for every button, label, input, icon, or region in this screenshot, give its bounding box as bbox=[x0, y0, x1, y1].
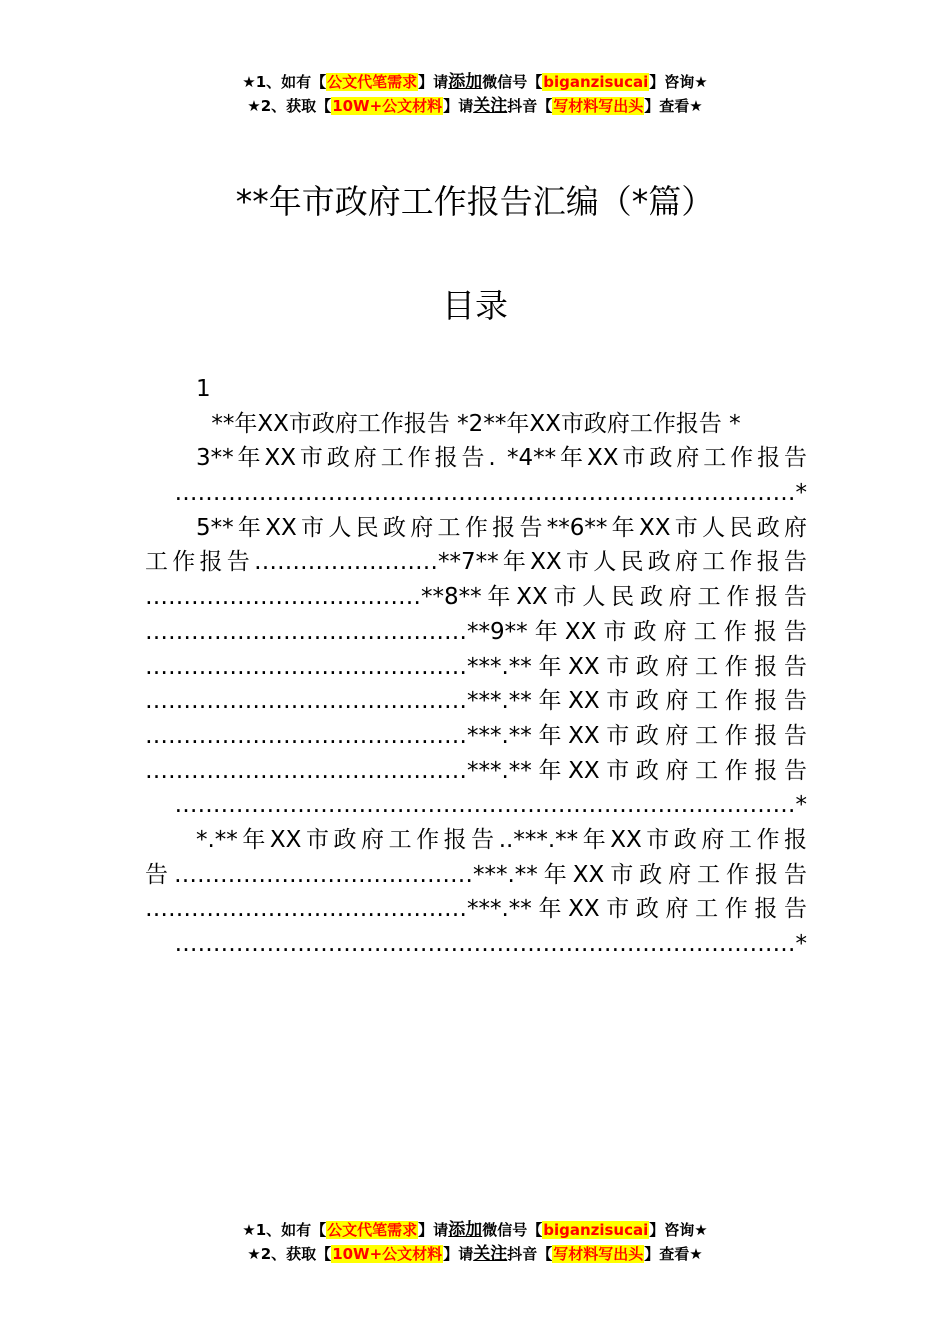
promo-highlight: 公文代笔需求 bbox=[327, 73, 418, 91]
promo-text: ★1、如有【 bbox=[242, 73, 327, 91]
promo-text: 微信号【 bbox=[482, 73, 543, 91]
promo-line-2 bbox=[0, 94, 950, 118]
douyin-account: 写材料写出头 bbox=[553, 1245, 644, 1263]
toc-line: 5**年XX市人民政府工作报告**6**年XX市人民政府 bbox=[196, 514, 807, 541]
promo-emphasis: 关注 bbox=[473, 1244, 508, 1264]
promo-banner-top bbox=[0, 70, 950, 118]
promo-line-2 bbox=[0, 1242, 950, 1266]
douyin-account: 写材料写出头 bbox=[553, 97, 644, 115]
toc-line: ………………………………**8**年XX市人民政府工作报告 bbox=[145, 584, 807, 611]
promo-text: ★2、获取【 bbox=[247, 97, 332, 115]
toc-line: **年XX市政府工作报告 *2**年XX市政府工作报告 * bbox=[211, 410, 741, 437]
promo-text: 】查看★ bbox=[644, 1245, 703, 1263]
toc-line: ……………………………………***.**年XX市政府工作报告 bbox=[145, 757, 807, 784]
promo-text: ★1、如有【 bbox=[242, 1221, 327, 1239]
wechat-id: biganzisucai bbox=[543, 73, 649, 91]
toc-line: ……………………………………***.**年XX市政府工作报告 bbox=[145, 688, 807, 715]
promo-emphasis: 添加 bbox=[448, 1220, 483, 1240]
table-of-contents bbox=[145, 372, 807, 962]
promo-line-1 bbox=[0, 70, 950, 94]
promo-text: 抖音【 bbox=[507, 1245, 553, 1263]
promo-line-1 bbox=[0, 1218, 950, 1242]
promo-highlight: 10W+公文材料 bbox=[332, 1245, 443, 1263]
toc-line: ………………………………………………………………………* bbox=[174, 480, 807, 507]
toc-line: ………………………………………………………………………* bbox=[174, 792, 807, 819]
document-title: **年市政府工作报告汇编（*篇） bbox=[235, 182, 715, 221]
toc-line: *.**年XX市政府工作报告..***.**年XX市政府工作报 bbox=[196, 826, 807, 853]
promo-text: 】查看★ bbox=[644, 97, 703, 115]
toc-heading: 目录 bbox=[442, 286, 508, 325]
promo-text: 】请 bbox=[418, 73, 449, 91]
promo-text: 抖音【 bbox=[507, 97, 553, 115]
wechat-id: biganzisucai bbox=[543, 1221, 649, 1239]
toc-line: ……………………………………**9**年XX市政府工作报告 bbox=[145, 618, 807, 645]
promo-banner-bottom bbox=[0, 1218, 950, 1266]
promo-text: 微信号【 bbox=[482, 1221, 543, 1239]
toc-line: 工作报告……………………**7**年XX市人民政府工作报告 bbox=[145, 549, 807, 576]
promo-text: 】请 bbox=[418, 1221, 449, 1239]
toc-line: ………………………………………………………………………* bbox=[174, 931, 807, 957]
promo-emphasis: 关注 bbox=[473, 96, 508, 116]
toc-line: 1 bbox=[196, 376, 211, 402]
toc-line: ……………………………………***.**年XX市政府工作报告 bbox=[145, 896, 807, 923]
toc-line: ……………………………………***.**年XX市政府工作报告 bbox=[145, 653, 807, 680]
promo-text: ★2、获取【 bbox=[247, 1245, 332, 1263]
toc-line: 告…………………………………***.**年XX市政府工作报告 bbox=[145, 861, 807, 888]
promo-text: 】咨询★ bbox=[649, 73, 708, 91]
promo-text: 】咨询★ bbox=[649, 1221, 708, 1239]
promo-text: 】请 bbox=[443, 97, 474, 115]
promo-highlight: 10W+公文材料 bbox=[332, 97, 443, 115]
promo-text: 】请 bbox=[443, 1245, 474, 1263]
toc-line: 3**年XX市政府工作报告. *4**年XX市政府工作报告 bbox=[196, 445, 807, 472]
promo-emphasis: 添加 bbox=[448, 72, 483, 92]
promo-highlight: 公文代笔需求 bbox=[327, 1221, 418, 1239]
toc-line: ……………………………………***.**年XX市政府工作报告 bbox=[145, 722, 807, 749]
